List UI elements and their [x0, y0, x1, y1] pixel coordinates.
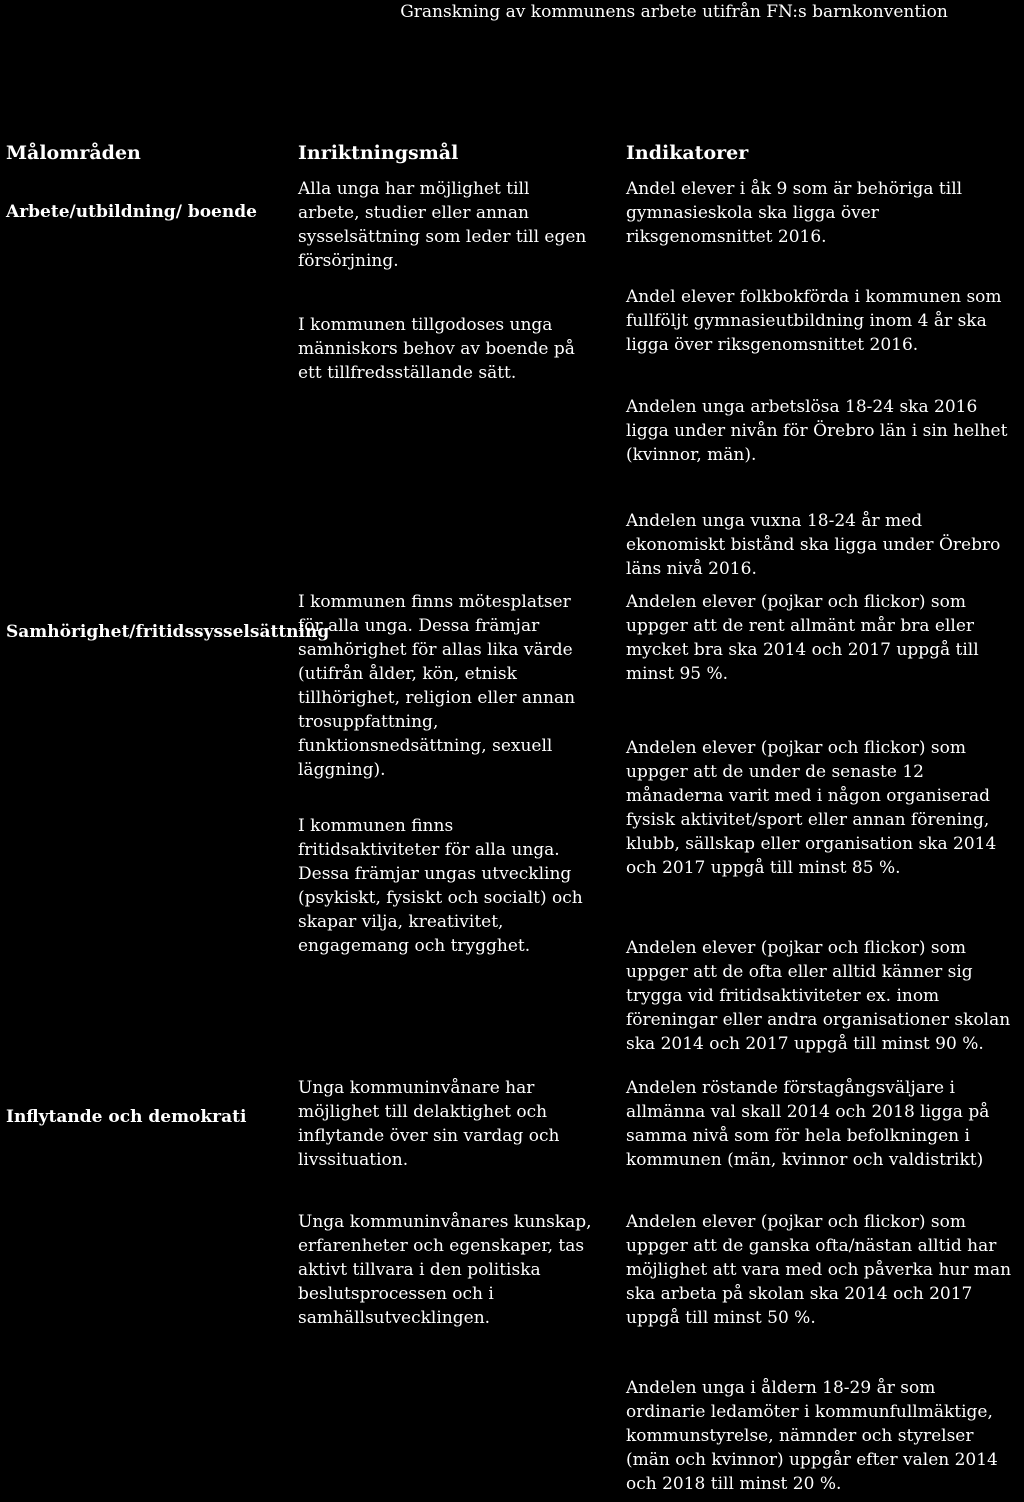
header-title: Granskning av kommunens arbete utifrån FN:s barnkonvention — [400, 2, 948, 22]
indicator-item: Andelen elever (pojkar och flickor) som uppger att de ofta eller alltid känner sig trygga vid fritidsaktiviteter ex. inom föreningar eller andra organisationer skolan ska 2014 och 2017 uppgå till minst 90 %. — [626, 938, 1011, 1054]
goal-meeting-places: I kommunen finns mötesplatser för alla unga. Dessa främjar samhörighet för allas lika värde (utifrån ålder, kön, etnisk tillhörighet, religion eller annan trosuppfattning, funktionsnedsättning, sexuell läggning). — [298, 592, 576, 780]
indicator-list — [626, 509, 1018, 581]
running-header — [0, 2, 1024, 22]
indicator-item: Andel elever folkbokförda i kommunen som fullföljt gymnasieutbildning inom 4 år ska ligga över riksgenomsnittet 2016. — [626, 287, 1002, 355]
area-belonging-leisure: Samhörighet/fritidssysselsättning — [6, 622, 330, 642]
indicator-list — [626, 395, 1016, 467]
indicator-list — [626, 1076, 1020, 1172]
goal-leisure-activities: I kommunen finns fritidsaktiviteter för alla unga. Dessa främjar ungas utveckling (psykiskt, fysiskt och socialt) och skapar vilja, kreativitet, engagemang och trygghet. — [298, 816, 583, 956]
indicator-item: Andelen elever (pojkar och flickor) som uppger att de under de senaste 12 månaderna varit med i någon organiserad fysisk aktivitet/sport eller annan förening, klubb, sällskap eller organisation ska 2014 och 2017 uppgå till minst 85 %. — [626, 738, 997, 878]
column-header-indicators: Indikatorer — [626, 142, 749, 164]
goal-work-studies: Alla unga har möjlighet till arbete, studier eller annan sysselsättning som leder till egen försörjning. — [298, 179, 587, 271]
indicator-item: Andelen unga arbetslösa 18-24 ska 2016 ligga under nivån för Örebro län i sin helhet (kvinnor, män). — [626, 397, 1008, 465]
indicator-list — [626, 1376, 1020, 1496]
goal-participation: Unga kommuninvånare har möjlighet till delaktighet och inflytande över sin vardag och livssituation. — [298, 1078, 560, 1170]
indicator-item: Andelen unga i åldern 18-29 år som ordinarie ledamöter i kommunfullmäktige, kommunstyrelse, nämnder och styrelser (män och kvinnor) uppgår efter valen 2014 och 2018 till minst 20 %. — [626, 1378, 998, 1494]
goal-youth-knowledge: Unga kommuninvånares kunskap, erfarenheter och egenskaper, tas aktivt tillvara i den politiska beslutsprocessen och i samhällsutvecklingen. — [298, 1212, 592, 1328]
indicator-list — [626, 177, 1006, 249]
indicator-item: Andelen elever (pojkar och flickor) som uppger att de rent allmänt mår bra eller mycket bra ska 2014 och 2017 uppgå till minst 95 %. — [626, 592, 979, 684]
indicator-list — [626, 590, 1012, 686]
area-influence-democracy: Inflytande och demokrati — [6, 1107, 247, 1127]
indicator-item: Andelen elever (pojkar och flickor) som uppger att de ganska ofta/nästan alltid har möjlighet att vara med och påverka hur man ska arbeta på skolan ska 2014 och 2017 uppgå till minst 50 %. — [626, 1212, 1012, 1328]
goal-housing: I kommunen tillgodoses unga människors behov av boende på ett tillfredsställande sätt. — [298, 315, 575, 383]
column-header-goals: Inriktningsmål — [298, 142, 459, 164]
indicator-list — [626, 1210, 1020, 1330]
indicator-list — [626, 936, 1012, 1056]
indicator-item: Andelen röstande förstagångsväljare i allmänna val skall 2014 och 2018 ligga på samma nivå som för hela befolkningen i kommunen (män, kvinnor och valdistrikt) — [626, 1078, 990, 1170]
column-header-areas: Målområden — [6, 142, 141, 164]
area-work-education-housing: Arbete/utbildning/ boende — [6, 202, 257, 222]
indicator-list — [626, 285, 1020, 357]
indicator-item: Andel elever i åk 9 som är behöriga till gymnasieskola ska ligga över riksgenomsnittet 2016. — [626, 179, 963, 247]
indicator-item: Andelen unga vuxna 18-24 år med ekonomiskt bistånd ska ligga under Örebro läns nivå 2016. — [626, 511, 1001, 579]
indicator-list — [626, 736, 1020, 880]
